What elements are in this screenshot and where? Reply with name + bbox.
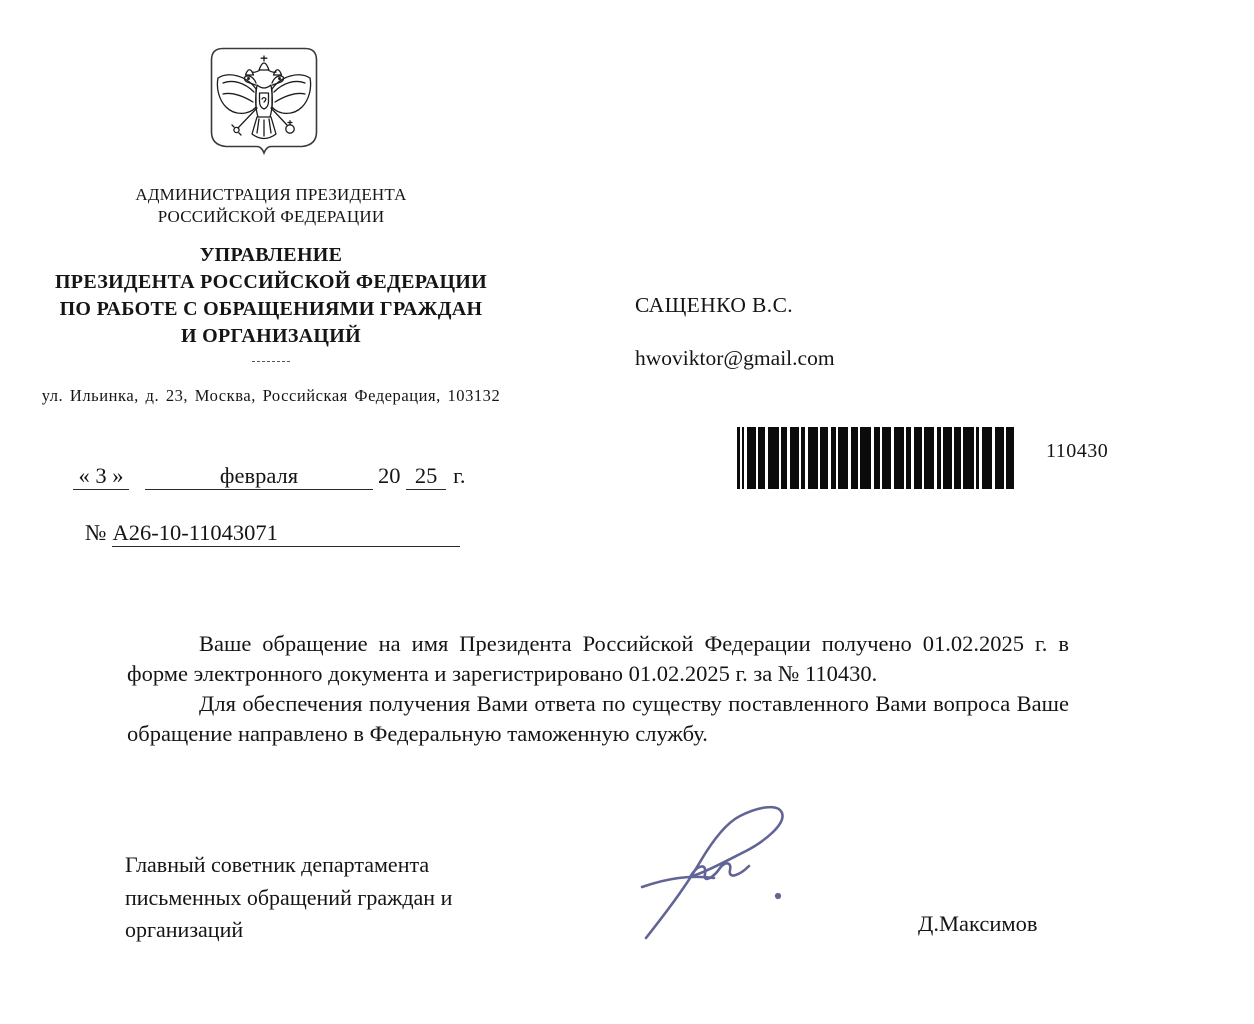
recipient-name: САЩЕНКО В.С. (635, 293, 794, 317)
number-line (85, 520, 460, 547)
body-paragraph-1: Ваше обращение на имя Президента Российской Федерации получено 01.02.2025 г. в форме электронного документа и зарегистрировано 01.02.2025 г. за № 110430. (127, 631, 1069, 686)
russia-coat-of-arms-icon (210, 47, 318, 167)
org-name-line3: ПО РАБОТЕ С ОБРАЩЕНИЯМИ ГРАЖДАН (59, 298, 483, 320)
date-day: 3 (95, 463, 107, 488)
org-parent-line2: РОССИЙСКОЙ ФЕДЕРАЦИИ (157, 207, 385, 226)
org-parent-line1: АДМИНИСТРАЦИЯ ПРЕЗИДЕНТА (135, 185, 407, 204)
date-line (73, 463, 465, 490)
barcode (737, 427, 1014, 489)
date-month-field: февраля (145, 463, 373, 490)
date-century: 20 (378, 463, 401, 488)
body-paragraph-2: Для обеспечения получения Вами ответа по существу поставленного Вами вопроса Ваше обращение направлено в Федеральную таможенную службу. (127, 691, 1069, 746)
letter-body (127, 629, 1069, 749)
date-year-suffix: г. (453, 463, 466, 488)
signoff-title: Главный советник департамента письменных обращений граждан и организаций (125, 852, 453, 942)
barcode-label: 110430 (1046, 440, 1109, 462)
org-name-line2: ПРЕЗИДЕНТА РОССИЙСКОЙ ФЕДЕРАЦИИ (54, 271, 488, 293)
letterhead-divider (252, 361, 290, 362)
date-day-field (73, 463, 129, 490)
org-name-line4: И ОРГАНИЗАЦИЙ (180, 325, 361, 347)
recipient-block (635, 293, 835, 371)
org-name (28, 242, 514, 350)
number-sign: № (85, 520, 107, 545)
recipient-email: hwoviktor@gmail.com (635, 346, 835, 370)
letterhead (28, 184, 514, 406)
open-quote: « (78, 463, 90, 488)
close-quote: » (112, 463, 124, 488)
org-name-line1: УПРАВЛЕНИЕ (199, 244, 343, 266)
reference-number: А26-10-11043071 (112, 520, 460, 547)
handwritten-signature-icon (628, 790, 858, 945)
date-year-field: 25 (406, 463, 446, 490)
signoff-name: Д.Максимов (918, 911, 1038, 936)
org-address: ул. Ильинка, д. 23, Москва, Российская Федерация, 103132 (41, 386, 501, 405)
